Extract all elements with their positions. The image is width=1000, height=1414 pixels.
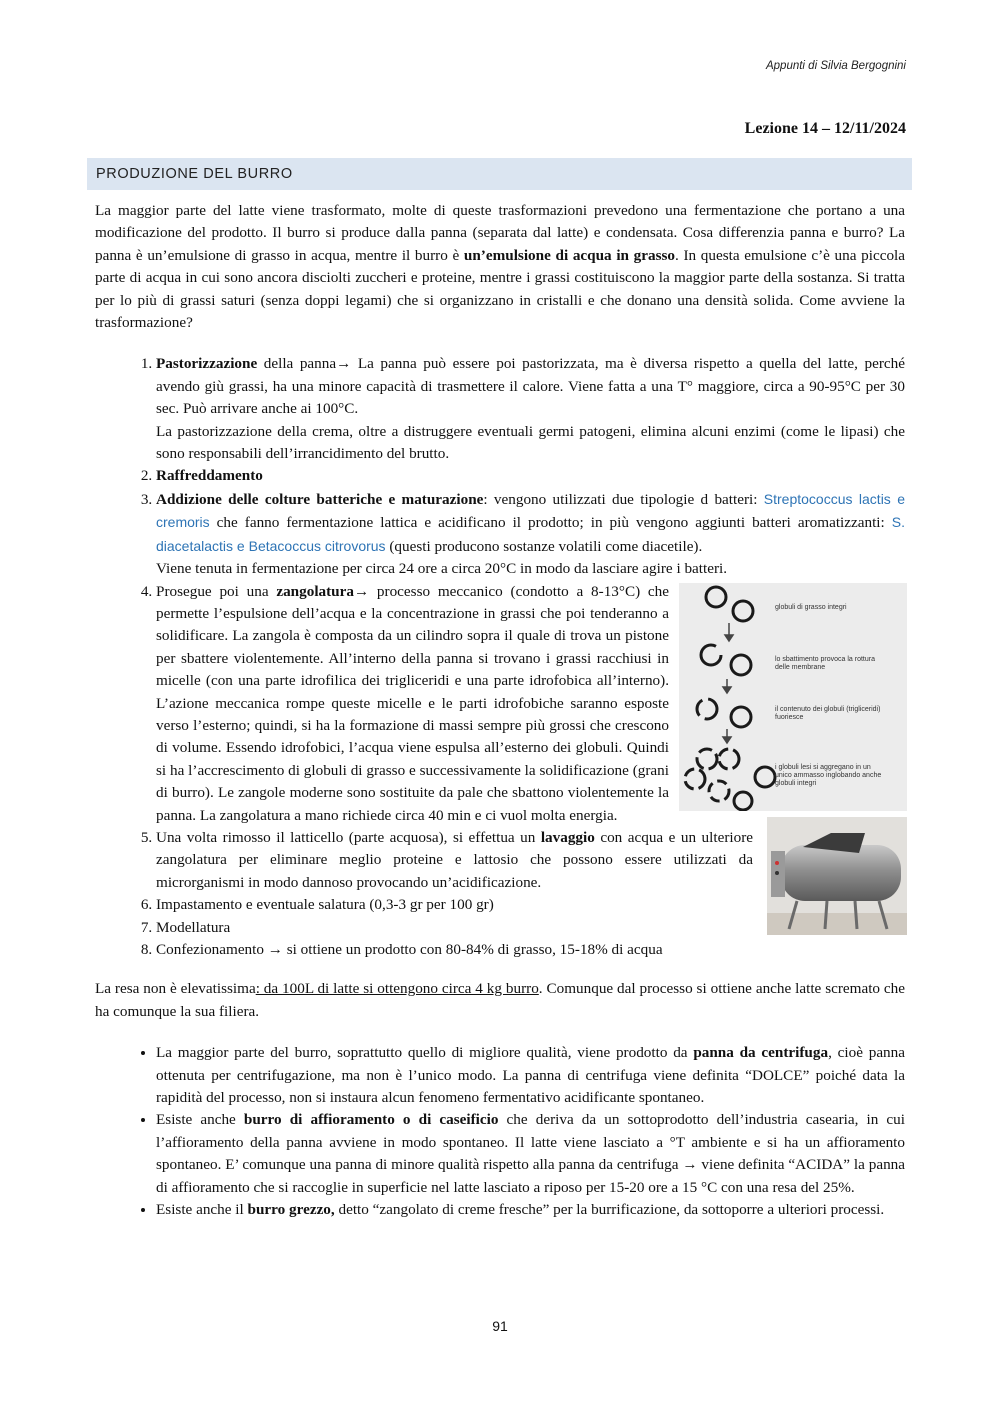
figure-label-3a: il contenuto dei globuli (trigliceridi) bbox=[775, 705, 881, 713]
figure-label-3b: fuoriesce bbox=[775, 713, 804, 721]
figure-label-4c: globuli integri bbox=[775, 779, 817, 787]
bullet-affioramento bbox=[156, 1109, 905, 1199]
butter-churn-photo bbox=[767, 817, 907, 935]
yield-paragraph bbox=[95, 978, 905, 1023]
step-4-title: zangolatura bbox=[276, 582, 354, 600]
document-body bbox=[95, 200, 905, 1221]
step-5-title: lavaggio bbox=[540, 828, 595, 846]
intro-paragraph bbox=[95, 200, 905, 334]
step-3-text-4: Viene tenuta in fermentazione per circa 24 ore a circa 20°C in modo da lasciare agire i batteri. bbox=[156, 560, 728, 578]
step-2-title: Raffreddamento bbox=[156, 467, 263, 485]
bacteria-name-2: S. diacetalactis e Betacoccus citrovorus bbox=[156, 514, 905, 554]
bullet-3-bold: burro grezzo, bbox=[247, 1201, 335, 1219]
step-5-text-2: con acqua e un ulteriore zangolatura per eliminare meglio proteine e lattosio che possono essere utilizzati da microrganismi in modo dannoso provocando un’acidificazione. bbox=[156, 828, 753, 891]
churning-diagram-figure bbox=[679, 583, 907, 811]
step-3-title: Addizione delle colture batteriche e maturazione bbox=[156, 490, 484, 508]
figure-label-1: 4. globuli di grasso integri bbox=[775, 603, 847, 611]
page-number: 91 bbox=[492, 1318, 508, 1334]
yield-text: La resa non è elevatissima bbox=[95, 980, 256, 998]
figure-label-4a: i globuli lesi si aggregano in un bbox=[775, 763, 871, 771]
header-author: Appunti di Silvia Bergognini bbox=[765, 60, 906, 72]
butter-types-list bbox=[95, 1042, 905, 1221]
step-confezionamento bbox=[156, 939, 905, 961]
step-colture bbox=[156, 488, 905, 581]
process-steps-list bbox=[95, 353, 905, 961]
step-zangolatura bbox=[156, 581, 905, 827]
yield-underlined: : da 100L di latte si ottengono circa 4 kg burro bbox=[255, 980, 539, 998]
bullet-1-text: La maggior parte del burro, soprattutto quello di migliore qualità, viene prodotto da bbox=[156, 1044, 694, 1062]
step-3-text: : vengono utilizzati due tipologie d batteri: bbox=[483, 490, 764, 508]
bullet-2-bold: burro di affioramento o di caseificio bbox=[243, 1111, 499, 1129]
yield-text-2: . Comunque dal processo si ottiene anche latte scremato che ha comunque la sua filiera. bbox=[95, 980, 905, 1020]
step-8-text: Confezionamento → si ottiene un prodotto con 80-84% di grasso, 15-18% di acqua bbox=[156, 941, 663, 958]
butter-churn-illustration bbox=[767, 817, 907, 935]
figure-label-2b: delle membrane bbox=[775, 663, 826, 671]
bullet-1-bold: panna da centrifuga bbox=[693, 1044, 829, 1062]
intro-text: La maggior parte del latte viene trasformato, molte di queste trasformazioni prevedono una fermentazione che portano a una modificazione del prodotto. Il burro si produce dalla panna (separata dal latte) e condensata. Cosa differenzia panna e burro? La panna è un’emulsione di grasso in acqua, mentre il burro è bbox=[95, 202, 905, 264]
section-heading: PRODUZIONE DEL BURRO bbox=[87, 158, 912, 190]
bullet-2-text-2: che deriva da un sottoprodotto dell’industria casearia, in cui l’affioramento della panna avviene in modo spontaneo. Il latte viene lasciato a °T ambiente e si ha un affioramento spontaneo. E’ comunque una panna di minore qualità rispetto alla panna da centrifuga → viene definita “ACIDA” la panna di affioramento che si raccoglie in superficie nel latte lasciato a riposo per 15-20 ore a 15 °C con una resa del 25%. bbox=[156, 1111, 905, 1196]
bullet-grezzo bbox=[156, 1199, 905, 1221]
step-1-text-2: La pastorizzazione della crema, oltre a distruggere eventuali germi patogeni, elimina alcuni enzimi (come le lipasi) che sono responsabili dell’irrancidimento del brutto. bbox=[156, 422, 905, 463]
step-1-title: Pastorizzazione bbox=[156, 355, 258, 373]
step-pastorizzazione bbox=[156, 353, 905, 465]
step-7-text: Modellatura bbox=[156, 918, 231, 936]
figure-label-2a: lo sbattimento provoca la rottura bbox=[775, 655, 875, 663]
intro-text-2: . In questa emulsione c’è una piccola parte di acqua in cui sono ancora disciolti zuccheri e proteine, mentre i grassi costituiscono la maggior parte della sostanza. Si tratta per lo più di grassi saturi (senza doppi legami) che si organizzano in cristalli e che donano una densità solida. Come avviene la trasformazione? bbox=[95, 246, 905, 332]
step-5-text: Una volta rimosso il latticello (parte acquosa), si effettua un bbox=[156, 828, 541, 846]
bullet-centrifuga bbox=[156, 1042, 905, 1109]
intro-bold: un’emulsione di acqua in grasso bbox=[463, 246, 675, 264]
bullet-1-text-2: , cioè panna ottenuta per centrifugazione, ma non è l’unico modo. La panna di centrifuga viene definita “DOLCE” poiché data la rapidità del processo, non si instaura alcun fenomeno fermentativo acidificante spontaneo. bbox=[156, 1044, 905, 1107]
bullet-3-text-2: detto “zangolato di creme fresche” per la burrificazione, da sottoporre a ulteriori processi. bbox=[334, 1201, 885, 1219]
bullet-3-text: Esiste anche il bbox=[156, 1201, 248, 1219]
churning-diagram bbox=[679, 583, 907, 811]
bacteria-name-1: Streptococcus lactis e cremoris bbox=[156, 490, 906, 531]
step-4-text-2: → processo meccanico (condotto a 8-13°C) che permette l’espulsione dell’acqua e la concentrazione in grassi che poi tenderanno a solidificare. La zangola è composta da un cilindro sopra il quale di trova un pistone per sbattere violentemente. All’interno della panna si trovano i grassi racchiusi in micelle (con una parte idrofilica dei trigliceridi e una parte idrofobica all’interno). L’azione meccanica rompe queste micelle e le parti idrofobiche saranno esposte verso l’esterno; quindi, si ha la formazione di massi sempre più grossi che crescono di volume. Essendo idrofobici, l’acqua viene espulsa all’esterno dei globuli. Quindi si ha l’accrescimento di globuli di grasso e successivamente la solidificazione (grani di burro). Le zangole moderne sono sostituite da pale che sbattono violentemente la panna. La zangolatura a mano richiede circa 40 min e ci vuol molta energia. bbox=[156, 582, 669, 824]
bullet-2-text: Esiste anche bbox=[156, 1111, 244, 1129]
step-raffreddamento bbox=[156, 465, 905, 487]
step-1-text: della panna→ La panna può essere poi pastorizzata, ma è diversa rispetto a quella del latte, perché avendo giù grassi, ha una minore capacità di trasmettere il calore. Viene fatta a una T° maggiore, circa a 90-95°C per 30 sec. Può arrivare anche ai 100°C. bbox=[156, 355, 905, 418]
step-3-text-3: (questi producono sostanze volatili come diacetile). bbox=[385, 537, 703, 555]
lesson-title: Lezione 14 – 12/11/2024 bbox=[744, 120, 906, 137]
step-4-text: Prosegue poi una bbox=[156, 582, 277, 600]
step-3-text-2: che fanno fermentazione lattica e acidificano il prodotto; in più vengono aggiunti batteri aromatizzanti: bbox=[209, 514, 892, 532]
figure-label-4b: unico ammasso inglobando anche bbox=[775, 771, 882, 779]
step-6-text: Impastamento e eventuale salatura (0,3-3 gr per 100 gr) bbox=[156, 896, 494, 914]
